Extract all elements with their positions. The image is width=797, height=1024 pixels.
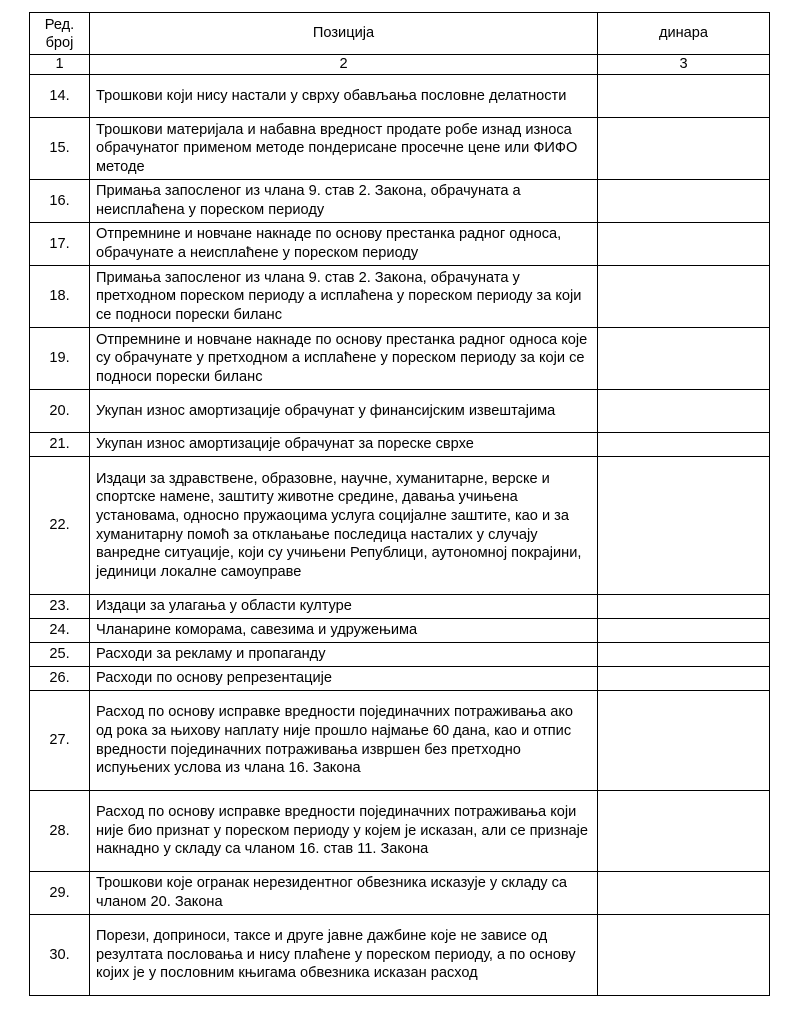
row-number: 16. [30,180,90,223]
row-number: 18. [30,266,90,328]
table-row [30,872,770,915]
row-amount-cell[interactable] [598,691,770,791]
row-amount-cell[interactable] [598,390,770,433]
table-row [30,915,770,996]
table-row [30,691,770,791]
row-position-text: Расходи по основу репрезентације [90,667,598,691]
table-row [30,791,770,872]
row-position-text: Издаци за здравствене, образовне, научне, хуманитарне, верске и спортске намене, заштиту животне средине, давања учињена установама, односно пружаоцима услуга социјалне заштите, као и за хуманитарну помоћ за отклањање последица насталих у случају ванредне ситуације, који су учињени Републици, аутономној покрајини, јединици локалне самоуправе [90,457,598,595]
column-index-row [30,55,770,75]
row-position-text: Порези, доприноси, таксе и друге јавне дажбине које не зависе од резултата пословања и нису плаћене у пореском периоду, а по основу којих је у пословним књигама обвезника исказан расход [90,915,598,996]
row-amount-cell[interactable] [598,266,770,328]
row-position-text: Чланарине коморама, савезима и удружењима [90,619,598,643]
table-row [30,266,770,328]
row-position-text: Расход по основу исправке вредности појединачних потраживања који није био признат у пореском периоду у којем је исказан, али се признаје накнадно у складу са чланом 16. став 11. Закона [90,791,598,872]
column-index-3: 3 [598,55,770,75]
row-number: 28. [30,791,90,872]
table-row [30,118,770,180]
row-number: 14. [30,75,90,118]
row-amount-cell[interactable] [598,643,770,667]
row-amount-cell[interactable] [598,619,770,643]
table-row [30,433,770,457]
header-position: Позиција [90,13,598,55]
row-position-text: Примања запосленог из члана 9. став 2. Закона, обрачуната а неисплаћена у пореском периоду [90,180,598,223]
column-index-2: 2 [90,55,598,75]
row-amount-cell[interactable] [598,595,770,619]
positions-table [29,12,770,996]
tax-balance-form [29,12,769,996]
row-number: 23. [30,595,90,619]
table-row [30,75,770,118]
row-position-text: Отпремнине и новчане накнаде по основу престанка радног односа које су обрачунате у претходном а исплаћене у пореском периоду за који се подноси порески биланс [90,328,598,390]
row-number: 21. [30,433,90,457]
table-row [30,667,770,691]
row-number: 29. [30,872,90,915]
row-number: 15. [30,118,90,180]
row-number: 24. [30,619,90,643]
table-row [30,223,770,266]
table-row [30,328,770,390]
row-position-text: Трошкови који нису настали у сврху обављања пословне делатности [90,75,598,118]
row-position-text: Расход по основу исправке вредности појединачних потраживања ако од рока за њихову наплату није прошло најмање 60 дана, као и отпис вредности појединачних потраживања извршен без претходно испуњених услова из члана 16. Закона [90,691,598,791]
header-row [30,13,770,55]
row-amount-cell[interactable] [598,872,770,915]
row-number: 25. [30,643,90,667]
row-number: 22. [30,457,90,595]
column-index-1: 1 [30,55,90,75]
row-number: 27. [30,691,90,791]
table-row [30,619,770,643]
row-position-text: Трошкови материјала и набавна вредност продате робе изнад износа обрачунатог применом методе пондерисане просечне цене или ФИФО методе [90,118,598,180]
row-number: 19. [30,328,90,390]
row-amount-cell[interactable] [598,667,770,691]
row-position-text: Издаци за улагања у области културе [90,595,598,619]
table-row [30,180,770,223]
table-row [30,457,770,595]
header-row-number: Ред. број [30,13,90,55]
row-position-text: Трошкови које огранак нерезидентног обвезника исказује у складу са чланом 20. Закона [90,872,598,915]
row-position-text: Расходи за рекламу и пропаганду [90,643,598,667]
header-dinars: динара [598,13,770,55]
row-position-text: Укупан износ амортизације обрачунат у финансијским извештајима [90,390,598,433]
table-row [30,595,770,619]
row-number: 17. [30,223,90,266]
row-number: 30. [30,915,90,996]
row-amount-cell[interactable] [598,75,770,118]
row-amount-cell[interactable] [598,433,770,457]
row-position-text: Укупан износ амортизације обрачунат за пореске сврхе [90,433,598,457]
row-amount-cell[interactable] [598,791,770,872]
row-amount-cell[interactable] [598,223,770,266]
table-row [30,643,770,667]
row-amount-cell[interactable] [598,118,770,180]
row-position-text: Отпремнине и новчане накнаде по основу престанка радног односа, обрачунате а неисплаћене у пореском периоду [90,223,598,266]
row-amount-cell[interactable] [598,180,770,223]
row-position-text: Примања запосленог из члана 9. став 2. Закона, обрачуната у претходном пореском периоду а исплаћена у пореском периоду за који се подноси порески биланс [90,266,598,328]
row-number: 20. [30,390,90,433]
row-amount-cell[interactable] [598,457,770,595]
table-row [30,390,770,433]
row-amount-cell[interactable] [598,328,770,390]
row-amount-cell[interactable] [598,915,770,996]
row-number: 26. [30,667,90,691]
